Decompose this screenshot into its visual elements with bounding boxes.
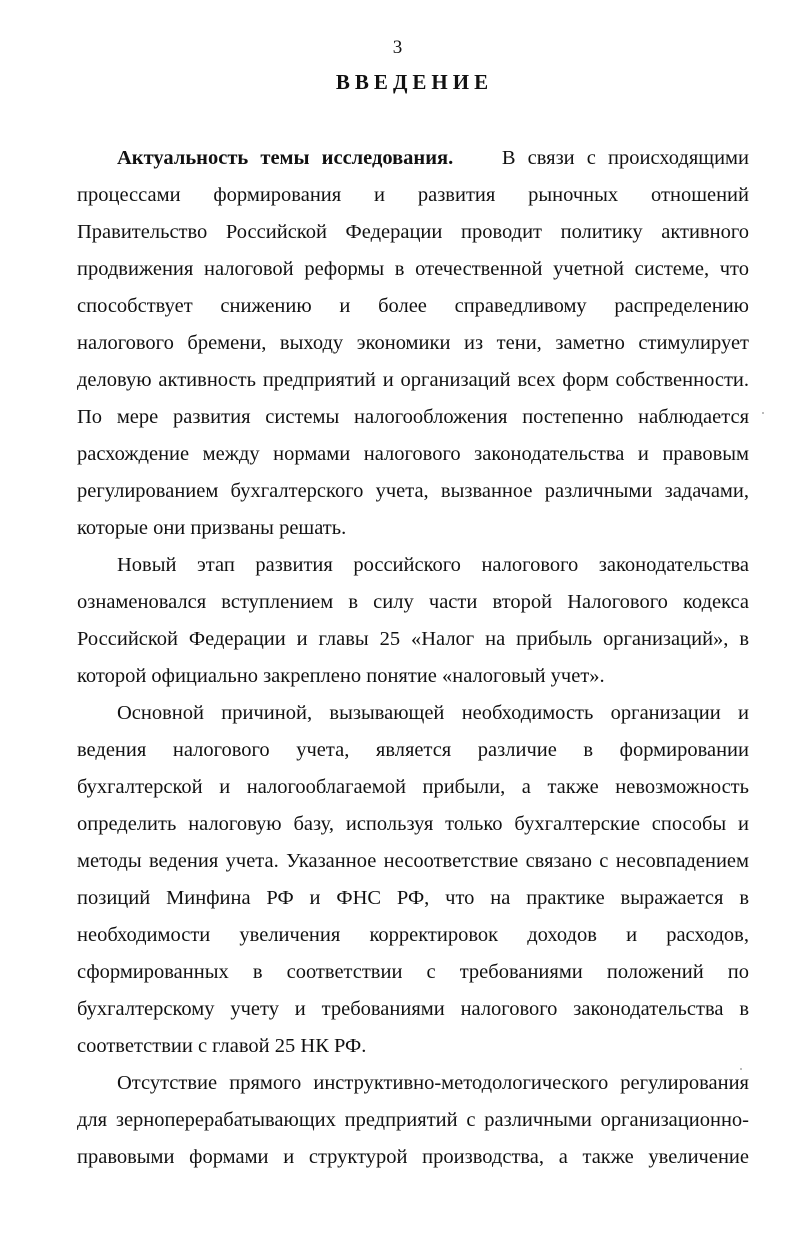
scan-speck	[762, 412, 764, 414]
paragraph-2	[77, 547, 749, 695]
paragraph-line: По мере развития системы налогообложения постепенно наблюдается	[77, 406, 749, 428]
scan-speck	[740, 1068, 742, 1070]
paragraph-line: определить налоговую базу, используя только бухгалтерские способы и	[77, 813, 749, 835]
paragraph-line: Основной причиной, вызывающей необходимость организации и	[117, 702, 749, 724]
paragraph-line: бухгалтерскому учету и требованиями налогового законодательства в	[77, 998, 749, 1020]
page-number: 3	[392, 37, 403, 58]
paragraph-line: Отсутствие прямого инструктивно-методологического регулирования	[117, 1072, 749, 1094]
paragraph-line: ознаменовался вступлением в силу части второй Налогового кодекса	[77, 591, 749, 613]
paragraph-line: расхождение между нормами налогового законодательства и правовым	[77, 443, 749, 465]
paragraph-line: позиций Минфина РФ и ФНС РФ, что на практике выражается в	[77, 887, 749, 909]
paragraph-line: Новый этап развития российского налогового законодательства	[117, 554, 749, 576]
paragraph-line: методы ведения учета. Указанное несоответствие связано с несовпадением	[77, 850, 749, 872]
paragraph-line: Российской Федерации и главы 25 «Налог на прибыль организаций», в	[77, 628, 749, 650]
paragraph-lead: Актуальность темы исследования.	[117, 147, 454, 169]
paragraph-line: необходимости увеличения корректировок доходов и расходов,	[77, 924, 749, 946]
paragraph-line: налогового бремени, выходу экономики из тени, заметно стимулирует	[77, 332, 749, 354]
paragraph-line: ведения налогового учета, является различие в формировании	[77, 739, 749, 761]
paragraph-line: деловую активность предприятий и организаций всех форм собственности.	[77, 369, 749, 391]
paragraph-line: регулированием бухгалтерского учета, вызванное различными задачами,	[77, 480, 749, 502]
paragraph-line: процессами формирования и развития рыночных отношений	[77, 184, 749, 206]
paragraph-line: сформированных в соответствии с требованиями положений по	[77, 961, 749, 983]
paragraph-line: которые они призваны решать.	[77, 517, 347, 539]
paragraph-line: правовыми формами и структурой производства, а также увеличение	[77, 1146, 749, 1168]
paragraph-line: Правительство Российской Федерации проводит политику активного	[77, 221, 749, 243]
paragraph-line: продвижения налоговой реформы в отечественной учетной системе, что	[77, 258, 749, 280]
paragraph-3	[77, 695, 749, 1065]
paragraph-line: Актуальность темы исследования. В связи с происходящими	[117, 147, 749, 169]
paragraph-line: бухгалтерской и налогооблагаемой прибыли, а также невозможность	[77, 776, 749, 798]
paragraph-line: способствует снижению и более справедливому распределению	[77, 295, 749, 317]
paragraph-line: для зерноперерабатывающих предприятий с различными организационно-	[77, 1109, 749, 1131]
paragraph-1	[77, 140, 749, 547]
body-text	[77, 140, 749, 1176]
section-heading: ВВЕДЕНИЕ	[335, 70, 494, 94]
paragraph-line: которой официально закреплено понятие «налоговый учет».	[77, 665, 605, 687]
paragraph-line: соответствии с главой 25 НК РФ.	[77, 1035, 367, 1057]
paragraph-4	[77, 1065, 749, 1176]
